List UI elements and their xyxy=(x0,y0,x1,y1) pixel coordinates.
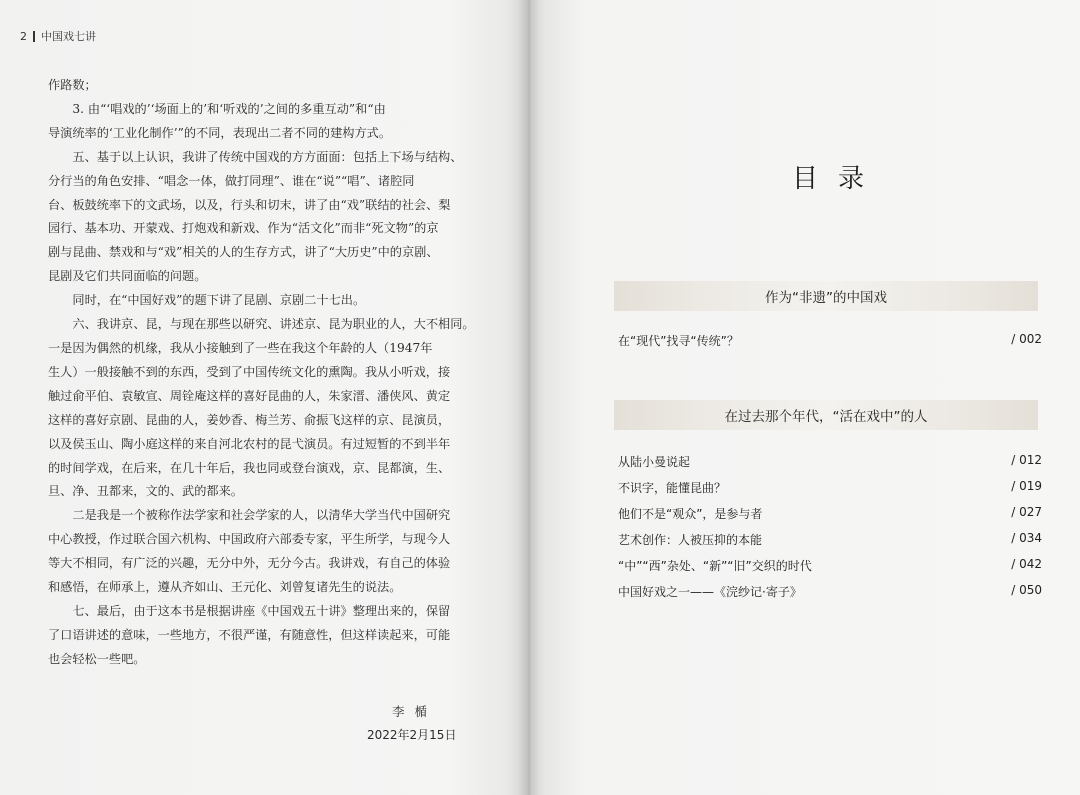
toc-section-heading: 在过去那个年代，“活在戏中”的人 xyxy=(614,400,1038,430)
body-line: 中心教授，作过联合国六机构、中国政府六部委专家，平生所学，与现今人 xyxy=(48,532,451,547)
body-line: 园行、基本功、开蒙戏、打炮戏和新戏、作为“活文化”而非“死文物”的京 xyxy=(48,221,439,236)
toc-entry-title: 不识字，能懂昆曲？ xyxy=(618,481,727,495)
body-line: 七、最后，由于这本书是根据讲座《中国戏五十讲》整理出来的，保留 xyxy=(72,603,451,618)
toc-entry-page: / 027 xyxy=(1011,505,1042,519)
body-line: 的时间学戏，在后来，在几十年后，我也同或登台演戏，京、昆都演，生、 xyxy=(48,460,451,475)
toc-entry-title: 艺术创作：人被压抑的本能 xyxy=(618,533,763,547)
toc-entry-title: “中”“西”杂处、“新”“旧”交织的时代 xyxy=(618,559,812,573)
toc-entry-page: / 002 xyxy=(1011,332,1042,346)
body-line: 分行当的角色安排、“唱念一体，做打同理”、谁在“说”“唱”、诸腔同 xyxy=(48,173,415,188)
body-line: 五、基于以上认识，我讲了传统中国戏的方方面面：包括上下场与结构、 xyxy=(72,149,463,164)
toc-entry-title: 中国好戏之一——《浣纱记·寄子》 xyxy=(618,585,802,599)
toc-entry[interactable] xyxy=(618,557,1042,577)
right-page xyxy=(528,0,1080,795)
toc-entry[interactable] xyxy=(618,332,1042,352)
toc-entry-title: 他们不是“观众”，是参与者 xyxy=(618,507,763,521)
body-line: 台、板鼓统率下的文武场，以及，行头和切末，讲了由“戏”联结的社会、梨 xyxy=(48,197,451,212)
body-line: 生人）一般接触不到的东西，受到了中国传统文化的熏陶。我从小听戏，接 xyxy=(48,364,451,379)
toc-title: 目录 xyxy=(792,164,885,194)
toc-entry[interactable] xyxy=(618,531,1042,551)
body-line: 同时，在“中国好戏”的题下讲了昆剧、京剧二十七出。 xyxy=(72,293,366,308)
body-line: 等大不相同，有广泛的兴趣，无分中外，无分今古。我讲戏，有自己的体验 xyxy=(48,556,451,571)
body-line: 也会轻松一些吧。 xyxy=(48,651,146,666)
body-line: 这样的喜好京剧、昆曲的人，姜妙香、梅兰芳、俞振飞这样的京、昆演员， xyxy=(48,412,451,427)
body-line: 二是我是一个被称作法学家和社会学家的人，以清华大学当代中国研究 xyxy=(72,508,451,523)
body-line: 3. 由“‘唱戏的’‘场面上的’和‘听戏的’之间的多重互动”和“由 xyxy=(72,101,386,116)
author-signature: 李楯 xyxy=(392,704,438,719)
toc-entry[interactable] xyxy=(618,479,1042,499)
left-page xyxy=(0,0,528,795)
body-line: 以及侯玉山、陶小庭这样的来自河北农村的昆弋演员。有过短暂的不到半年 xyxy=(48,436,451,451)
body-line: 旦、净、丑都来，文的、武的都来。 xyxy=(48,484,243,499)
toc-entry[interactable] xyxy=(618,453,1042,473)
toc-entry-page: / 019 xyxy=(1011,479,1042,493)
toc-entry-title: 在“现代”找寻“传统”？ xyxy=(618,334,739,348)
body-line: 和感悟，在师承上，遵从齐如山、王元化、刘曾复诸先生的说法。 xyxy=(48,580,402,595)
header-divider xyxy=(33,31,35,42)
book-title: 中国戏七讲 xyxy=(41,30,96,43)
toc-entry[interactable] xyxy=(618,583,1042,603)
body-line: 导演统率的‘工业化制作’”的不同，表现出二者不同的建构方式。 xyxy=(48,125,392,140)
body-line: 一是因为偶然的机缘，我从小接触到了一些在我这个年龄的人（1947年 xyxy=(48,340,433,355)
signature-date: 2022年2月15日 xyxy=(367,728,457,742)
body-line: 昆剧及它们共同面临的问题。 xyxy=(48,269,207,284)
body-line: 触过俞平伯、袁敏宣、周铨庵这样的喜好昆曲的人，朱家溍、潘侠风、黄定 xyxy=(48,388,451,403)
toc-entry-page: / 012 xyxy=(1011,453,1042,467)
body-line: 作路数； xyxy=(48,78,97,92)
page-number: 2 xyxy=(20,29,27,43)
toc-entry-title: 从陆小曼说起 xyxy=(618,455,691,469)
body-line: 了口语讲述的意味，一些地方，不很严谨，有随意性，但这样读起来，可能 xyxy=(48,627,451,642)
body-line: 剧与昆曲、禁戏和与“戏”相关的人的生存方式，讲了“大历史”中的京剧、 xyxy=(48,245,439,260)
toc-entry[interactable] xyxy=(618,505,1042,525)
running-header xyxy=(20,28,96,44)
body-line: 六、我讲京、昆，与现在那些以研究、讲述京、昆为职业的人，大不相同。 xyxy=(72,317,475,332)
toc-entry-page: / 034 xyxy=(1011,531,1042,545)
toc-entry-page: / 050 xyxy=(1011,583,1042,597)
book-gutter xyxy=(518,0,540,795)
toc-section-heading: 作为“非遗”的中国戏 xyxy=(614,281,1038,311)
preface-body xyxy=(48,74,475,672)
toc-entry-page: / 042 xyxy=(1011,557,1042,571)
